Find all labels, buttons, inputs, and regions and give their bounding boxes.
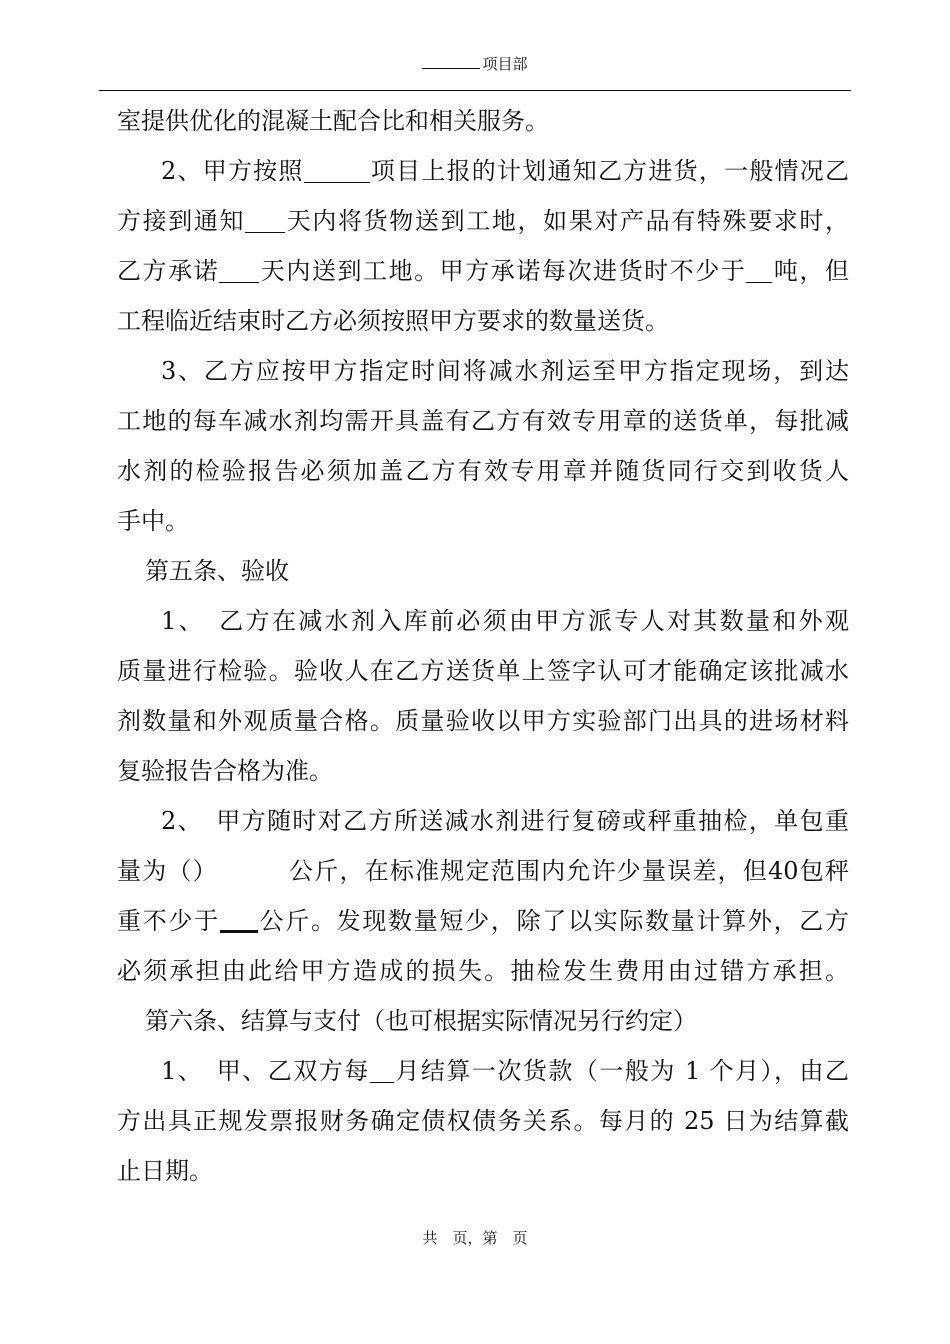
document-body xyxy=(117,96,849,1196)
line-8: 水剂的检验报告必须加盖乙方有效专用章并随货同行交到收货人 xyxy=(117,457,849,485)
line-16: 量为（） 公斤，在标准规定范围内允许少量误差，但40包秤 xyxy=(117,857,849,885)
header-rule xyxy=(99,90,851,91)
section-heading-5: 第五条、验收 xyxy=(145,557,289,585)
page-footer: 共 页，第 页 xyxy=(422,1229,528,1247)
blank-field xyxy=(219,258,259,283)
header-dept: 项目部 xyxy=(482,55,528,73)
line-2: 2、甲方按照 项目上报的计划通知乙方进货，一般情况乙 xyxy=(161,157,850,185)
blank-field xyxy=(245,208,285,233)
line-20: 1、 甲、乙双方每 月结算一次货款（一般为 1 个月），由乙 xyxy=(161,1057,849,1085)
line-22: 止日期。 xyxy=(117,1157,213,1185)
blank-field xyxy=(746,258,772,283)
line-17: 重不少于 公斤。发现数量短少，除了以实际数量计算外，乙方 xyxy=(117,907,850,935)
line-15: 2、 甲方随时对乙方所送减水剂进行复磅或秤重抽检，单包重 xyxy=(161,807,849,835)
line-13: 剂数量和外观质量合格。质量验收以甲方实验部门出具的进场材料 xyxy=(117,707,849,735)
blank-field xyxy=(370,1058,394,1083)
line-9: 手中。 xyxy=(117,507,189,535)
page-header xyxy=(0,54,950,74)
header-blank xyxy=(422,68,480,69)
section-heading-6: 第六条、结算与支付（也可根据实际情况另行约定） xyxy=(145,1007,697,1035)
line-3: 方接到通知 天内将货物送到工地，如果对产品有特殊要求时， xyxy=(117,207,850,235)
line-12: 质量进行检验。验收人在乙方送货单上签字认可才能确定该批减水 xyxy=(117,657,849,685)
line-6: 3、乙方应按甲方指定时间将减水剂运至甲方指定现场，到达 xyxy=(161,357,849,385)
line-7: 工地的每车减水剂均需开具盖有乙方有效专用章的送货单，每批减 xyxy=(117,407,849,435)
line-4: 乙方承诺 天内送到工地。甲方承诺每次进货时不少于 吨，但 xyxy=(117,257,850,285)
line-1: 室提供优化的混凝土配合比和相关服务。 xyxy=(117,107,549,135)
blank-field xyxy=(304,158,370,183)
blank-field xyxy=(220,906,258,933)
line-11: 1、 乙方在减水剂入库前必须由甲方派专人对其数量和外观 xyxy=(161,607,849,635)
line-21: 方出具正规发票报财务确定债权债务关系。每月的 25 日为结算截 xyxy=(117,1107,849,1135)
line-5: 工程临近结束时乙方必须按照甲方要求的数量送货。 xyxy=(117,307,669,335)
line-18: 必须承担由此给甲方造成的损失。抽检发生费用由过错方承担。 xyxy=(117,957,849,985)
line-14: 复验报告合格为准。 xyxy=(117,757,333,785)
